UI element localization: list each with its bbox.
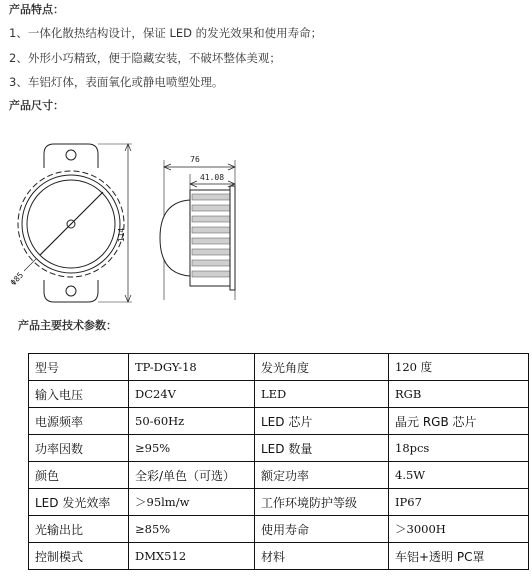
front-view: [18, 144, 132, 302]
spec-label: 电源频率: [29, 408, 129, 435]
diameter-label: Φ85: [8, 270, 26, 288]
spec-value: DC24V: [129, 381, 255, 408]
dimensions-heading: 产品尺寸：: [9, 99, 64, 112]
table-row: [29, 462, 529, 489]
table-row: [29, 381, 529, 408]
spec-value: 18pcs: [389, 435, 529, 462]
spec-label: LED 发光效率: [29, 489, 129, 516]
dimension-drawing-svg: [0, 140, 532, 310]
spec-value: ＞95lm/w: [129, 489, 255, 516]
table-row: [29, 489, 529, 516]
spec-value: TP-DGY-18: [129, 354, 255, 381]
specs-heading: 产品主要技术参数：: [18, 319, 117, 332]
spec-value: DMX512: [129, 543, 255, 570]
height-label: 114: [117, 227, 126, 243]
feature-item-3: 3、车铝灯体，表面氧化或静电喷塑处理。: [9, 75, 224, 89]
spec-label: 颜色: [29, 462, 129, 489]
spec-value: 晶元 RGB 芯片: [389, 408, 529, 435]
spec-value: ≥85%: [129, 516, 255, 543]
body-length-label: 41.08: [199, 173, 225, 182]
spec-label: 材料: [255, 543, 389, 570]
spec-value: 4.5W: [389, 462, 529, 489]
table-row: [29, 543, 529, 570]
spec-value: ＞3000H: [389, 516, 529, 543]
spec-value: 50-60Hz: [129, 408, 255, 435]
spec-value: 全彩/单色（可选）: [129, 462, 255, 489]
spec-label: 控制模式: [29, 543, 129, 570]
spec-label: LED: [255, 381, 389, 408]
spec-label: 光输出比: [29, 516, 129, 543]
spec-label: 额定功率: [255, 462, 389, 489]
feature-item-1: 1、一体化散热结构设计，保证 LED 的发光效果和使用寿命；: [9, 26, 323, 40]
table-row: [29, 408, 529, 435]
spec-label: 功率因数: [29, 435, 129, 462]
overall-length-label: 76: [190, 155, 200, 164]
spec-value: ≥95%: [129, 435, 255, 462]
spec-label: 使用寿命: [255, 516, 389, 543]
table-row: [29, 516, 529, 543]
table-row: [29, 354, 529, 381]
specs-table: [28, 353, 529, 570]
table-row: [29, 435, 529, 462]
spec-label: 发光角度: [255, 354, 389, 381]
spec-value: 120 度: [389, 354, 529, 381]
dimension-drawing: [0, 140, 532, 310]
spec-label: 型号: [29, 354, 129, 381]
spec-label: 工作环境防护等级: [255, 489, 389, 516]
spec-value: 车铝+透明 PC罩: [389, 543, 529, 570]
feature-item-2: 2、外形小巧精致，便于隐藏安装，不破坏整体美观；: [9, 51, 281, 65]
spec-label: 输入电压: [29, 381, 129, 408]
spec-value: IP67: [389, 489, 529, 516]
features-heading: 产品特点：: [9, 3, 64, 16]
spec-value: RGB: [389, 381, 529, 408]
spec-label: LED 芯片: [255, 408, 389, 435]
spec-label: LED 数量: [255, 435, 389, 462]
